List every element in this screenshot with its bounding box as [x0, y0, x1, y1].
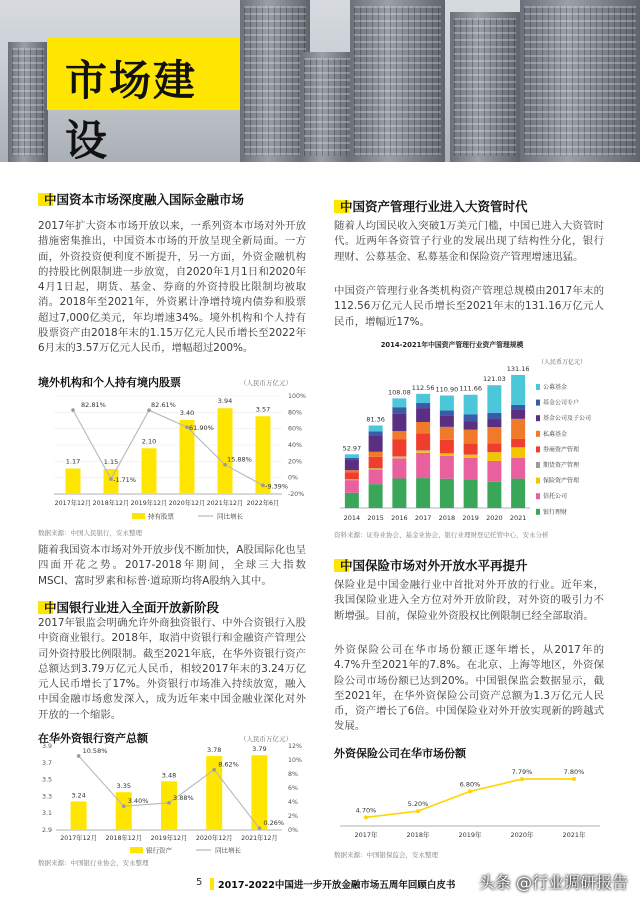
chart4-point [572, 777, 576, 781]
chart3-segment [511, 479, 525, 508]
chart3-segment [416, 408, 430, 422]
chart3-segment [511, 375, 525, 405]
chart2-growth-label: 3.88% [173, 793, 194, 802]
chart3-segment [464, 444, 478, 455]
chart4-x-tick: 2018年 [406, 831, 430, 839]
chart1-bar [142, 448, 157, 494]
chart3-legend-swatch [536, 384, 540, 390]
chart3-total-label: 110.90 [435, 385, 459, 394]
chart4-source: 数据来源：中国银保监会，安永整理 [334, 851, 438, 859]
capital-market-paragraph: 2017年扩大资本市场开放以来，一系列资本市场对外开放措施密集推出，中国资本市场的开放呈现全新局面。一方面，外资投资便利度不断提升，另一方面，外资金融机构的持股比例限制进一步放宽，自2020年1月1日和2020年4月1日起，期货、基金、券商的外资持股比限制均被取消。2018年至2021年，外资累计净增持境内债券和股票超过7,000亿美元，年均增速34%。境外机构和个人持有股票资产由2018年末的1.15万亿元人民币增长至2022年6月末的3.57万亿元人民币，增幅超过200%。 [38, 220, 306, 355]
chart2-bar-label: 3.35 [116, 782, 132, 791]
chart3-legend-swatch [536, 493, 540, 499]
chart3-segment [511, 405, 525, 409]
chart3-segment [369, 484, 383, 508]
chart2-growth-label: 0.26% [263, 819, 285, 828]
chart3-segment [392, 413, 406, 431]
chart3-segment [392, 458, 406, 478]
chart1-legend-bar: 持有股票 [148, 512, 174, 521]
chart2-growth-label: 10.58% [82, 746, 108, 755]
chart4-point [364, 815, 368, 819]
chart3-legend-item: 基金公司专户 [543, 399, 580, 407]
page-number: 5 [196, 877, 203, 888]
chart3-segment [487, 461, 501, 482]
chart1-x-tick: 2021年12月 [206, 500, 244, 507]
chart1-x-tick: 2017年12月 [54, 500, 92, 507]
chart2-growth-point [167, 801, 171, 805]
chart2-x-tick: 2020年12月 [195, 835, 233, 842]
chart1-growth-point [71, 408, 75, 412]
chart2-bar-label: 3.48 [161, 771, 177, 780]
chart2-y2-tick: 8% [288, 771, 298, 778]
chart3-x-tick: 2017 [414, 514, 432, 522]
chart3-segment [345, 458, 359, 460]
chart3-total-label: 111.66 [459, 384, 482, 393]
chart3-segment [511, 409, 525, 419]
chart4-point-label: 5.20% [407, 800, 429, 809]
chart3-segment [487, 482, 501, 508]
chart3-segment [345, 460, 359, 470]
chart3-segment [464, 421, 478, 430]
chart2-title: 在华外资银行资产总额 [38, 732, 148, 745]
chart-asset-management-scale [334, 338, 610, 534]
section-title-insurance: 中国保险市场对外开放水平再提升 [334, 556, 528, 574]
chart3-segment [416, 403, 430, 408]
chart2-source: 数据来源：中国银行业协会，安永整理 [38, 859, 149, 867]
chart3-segment [369, 457, 383, 468]
chart3-segment [345, 470, 359, 472]
page-title-box [47, 38, 240, 162]
chart1-y2-tick: 20% [288, 458, 302, 466]
chart3-segment [392, 456, 406, 457]
chart2-legend-bar-swatch [130, 847, 143, 853]
chart1-bar-label: 3.57 [255, 405, 271, 414]
chart3-segment [464, 479, 478, 508]
chart3-segment [440, 411, 454, 416]
chart4-point [468, 789, 472, 793]
chart2-y2-tick: 0% [288, 827, 298, 834]
chart1-y2-tick: 60% [288, 425, 302, 433]
chart3-legend-item: 公募基金 [543, 384, 568, 391]
chart3-segment [392, 439, 406, 456]
chart3-segment [440, 454, 454, 456]
chart3-legend-swatch [536, 509, 540, 515]
chart1-growth-line [73, 410, 263, 485]
chart3-legend-swatch [536, 446, 540, 452]
chart1-growth-label: -1.71% [113, 476, 136, 485]
chart3-segment [464, 458, 478, 480]
hero-banner [0, 0, 640, 162]
chart2-y-tick: 3.3 [41, 793, 52, 801]
chart2-x-tick: 2019年12月 [150, 835, 188, 842]
chart3-total-label: 108.08 [388, 388, 411, 397]
insurance-paragraph-2: 外资保险公司在华市场份额正逐年增长，从2017年的4.7%升至2021年的7.8%。在北京、上海等地区，外资保险公司市场份额已达到20%。中国银保监会数据显示，截至2021年，在华外资保险公司资产总额为1.3万亿元人民币，资产增长了6倍。中国保险业对外开放实现新的跨越式发展。 [334, 644, 604, 733]
chart1-growth-label: 82.81% [81, 401, 106, 410]
chart4-point [416, 809, 420, 813]
chart2-y2-tick: 4% [288, 799, 298, 806]
footer-accent-bar [210, 878, 214, 890]
chart2-y-tick: 3.1 [41, 810, 52, 818]
chart4-point-label: 6.80% [459, 780, 481, 789]
section-title-capital-market: 中国资本市场深度融入国际金融市场 [38, 190, 244, 208]
chart3-x-tick: 2020 [486, 514, 503, 522]
chart1-x-tick: 2020年12月 [168, 500, 206, 507]
chart1-bar-label: 1.17 [65, 457, 81, 466]
chart3-segment [511, 439, 525, 447]
chart-foreign-stock-holdings [36, 376, 312, 524]
chart4-x-tick: 2017年 [354, 831, 378, 839]
chart2-x-tick: 2017年12月 [60, 835, 97, 842]
chart3-segment [369, 469, 383, 470]
chart3-segment [440, 396, 454, 411]
chart2-bar-label: 3.79 [252, 745, 267, 754]
chart1-y2-tick: 80% [288, 409, 302, 417]
chart1-legend-bar-swatch [132, 513, 145, 519]
chart2-y2-tick: 6% [288, 785, 298, 792]
chart3-segment [440, 479, 454, 508]
chart3-segment [345, 454, 359, 458]
chart1-bar-label: 3.40 [179, 408, 195, 417]
chart1-legend-line: 同比增长 [217, 512, 243, 521]
chart1-source: 数据来源：中国人民银行，安永整理 [38, 529, 142, 537]
page-title: 市场建设 [65, 56, 198, 162]
chart3-segment [440, 427, 454, 440]
chart1-x-tick: 2022年6月 [246, 500, 280, 507]
chart3-source: 资料来源：证券业协会、基金业协会、银行业理财登记托管中心，安永分析 [334, 531, 549, 539]
chart2-growth-point [77, 754, 81, 758]
chart2-x-tick: 2021年12月 [241, 835, 278, 842]
chart3-segment [511, 458, 525, 479]
chart3-total-label: 131.16 [506, 364, 530, 373]
chart2-x-tick: 2018年12月 [105, 835, 143, 842]
chart2-unit: （人民币万亿元） [240, 735, 292, 743]
chart1-y2-tick: 100% [288, 393, 307, 400]
chart3-segment [440, 416, 454, 427]
chart3-x-tick: 2016 [391, 514, 408, 522]
chart3-x-tick: 2015 [367, 514, 384, 522]
chart3-segment [369, 452, 383, 457]
chart1-unit: （人民币万亿元） [240, 379, 292, 387]
chart3-segment [345, 493, 359, 508]
chart4-point [520, 777, 524, 781]
chart3-segment [416, 478, 430, 508]
chart-insurance-market-share [334, 764, 610, 846]
banking-paragraph: 2017年银监会明确允许外商独资银行、中外合资银行入股中资商业银行。2018年，取消中资银行和金融资产管理公司外资持股比例限制。截至2021年底，在华外资银行资产总额达到3.79万亿元人民币，相较2017年末的3.24万亿元人民币增长了17%。外资银行市场准入持续放宽，融入中国金融市场愈发深入，成为近年来中国金融业深化对外开放的一个缩影。 [38, 617, 306, 721]
chart3-segment [392, 431, 406, 439]
chart4-x-tick: 2021年 [562, 831, 586, 839]
chart3-segment [464, 430, 478, 444]
chart4-x-tick: 2019年 [458, 831, 482, 839]
chart3-segment [464, 414, 478, 421]
chart3-segment [487, 385, 501, 413]
chart3-segment [487, 419, 501, 427]
chart1-y2-tick: 0% [288, 474, 298, 482]
chart3-unit: （人民币万亿元） [537, 359, 587, 366]
chart2-y-tick: 3.5 [41, 776, 52, 784]
asset-mgmt-paragraph-1: 随着人均国民收入突破1万美元门槛，中国已进入大资管时代。近两年各资管子行业的发展出现了结构性分化，银行理财、公募基金、私募基金和保险资产管理增速迅猛。 [334, 220, 604, 263]
chart3-legend-item: 银行理财 [543, 508, 568, 516]
chart2-growth-point [212, 768, 216, 772]
chart2-y2-tick: 2% [288, 813, 298, 820]
chart4-point-label: 7.79% [511, 768, 533, 777]
chart3-segment [416, 433, 430, 450]
chart3-segment [369, 425, 383, 431]
chart1-growth-label: 61.90% [189, 424, 214, 433]
chart1-y2-tick: 40% [288, 442, 302, 449]
chart2-y2-tick: 10% [288, 757, 302, 764]
chart1-title: 境外机构和个人持有境内股票 [38, 376, 181, 389]
chart3-segment [345, 480, 359, 493]
chart1-growth-label: -9.39% [265, 482, 288, 491]
chart3-title: 2014-2021年中国资产管理行业资产管理规模 [380, 341, 524, 349]
chart3-legend-item: 券商资产管理 [543, 446, 580, 454]
chart1-bar-label: 2.10 [141, 437, 157, 446]
chart3-total-label: 52.97 [342, 444, 362, 453]
chart2-growth-label: 8.62% [218, 760, 239, 769]
section-title-asset-mgmt: 中国资产管理行业进入大资管时代 [334, 197, 528, 215]
chart3-segment [416, 451, 430, 453]
chart1-x-tick: 2018年12月 [92, 500, 130, 507]
chart3-total-label: 112.56 [411, 383, 435, 392]
chart3-segment [369, 432, 383, 436]
chart3-total-label: 81.36 [366, 415, 385, 424]
chart3-x-tick: 2021 [509, 514, 527, 522]
chart3-segment [487, 427, 501, 443]
chart3-total-label: 121.03 [483, 375, 506, 384]
chart2-y2-tick: 12% [288, 743, 302, 750]
chart3-legend-swatch [536, 400, 540, 406]
chart3-x-tick: 2019 [462, 514, 479, 522]
chart2-growth-point [258, 826, 262, 830]
chart3-legend-swatch [536, 462, 540, 468]
watermark: 头条 @行业调研报告 [478, 873, 628, 892]
chart3-segment [416, 422, 430, 433]
chart2-y-tick: 3.9 [41, 743, 52, 750]
chart1-bar-label: 3.94 [217, 397, 233, 406]
chart2-growth-label: 3.40% [127, 797, 149, 806]
chart3-legend-swatch [536, 478, 540, 484]
chart3-legend-item: 基金公司及子公司 [543, 415, 592, 423]
chart3-segment [345, 480, 359, 481]
chart2-growth-point [122, 804, 126, 808]
chart4-point-label: 7.80% [563, 767, 585, 776]
chart1-y2-tick: -20% [288, 491, 305, 498]
chart2-y-tick: 2.9 [41, 827, 52, 834]
chart3-segment [440, 456, 454, 479]
chart3-segment [392, 407, 406, 413]
chart3-segment [511, 419, 525, 439]
chart3-segment [416, 394, 430, 403]
chart3-legend-item: 私募基金 [543, 430, 568, 438]
a-share-paragraph: 随着我国资本市场对外开放步伐不断加快，A股国际化也呈四面开花之势。2017-2018年期间，全球三大指数MSCI、富时罗素和标普·道琼斯均将A股纳入其中。 [38, 544, 306, 587]
chart1-bar [66, 469, 81, 494]
chart3-segment [369, 470, 383, 485]
chart2-bar-label: 3.24 [71, 791, 86, 800]
footer-title: 2017-2022中国进一步开放金融市场五周年回顾白皮书 [218, 880, 456, 891]
chart4-x-tick: 2020年 [510, 831, 534, 839]
chart3-segment [440, 440, 454, 454]
chart3-x-tick: 2018 [438, 514, 456, 522]
asset-mgmt-paragraph-2: 中国资产管理行业各类机构资产管理总规模由2017年末的112.56万亿元人民币增长至2021年末的131.16万亿元人民币，增幅近17%。 [334, 285, 604, 328]
chart3-segment [464, 455, 478, 458]
chart2-legend-line: 同比增长 [215, 846, 241, 855]
chart3-legend-swatch [536, 415, 540, 421]
chart2-bar [71, 801, 87, 830]
chart3-segment [487, 413, 501, 419]
chart1-bar-label: 1.15 [103, 457, 119, 466]
chart1-bar [218, 408, 233, 494]
chart3-segment [392, 478, 406, 508]
chart3-segment [464, 395, 478, 415]
chart3-legend-item: 保险资产管理 [543, 477, 580, 485]
chart2-bar-label: 3.78 [206, 746, 222, 755]
insurance-paragraph-1: 保险业是中国金融行业中首批对外开放的行业。近年来，我国保险业进入全方位对外开放阶段，对外资的吸引力不断增强。目前，保险业外资股权比例限制已经全部取消。 [334, 579, 604, 622]
chart4-title: 外资保险公司在华市场份额 [334, 747, 466, 760]
chart3-segment [369, 436, 383, 452]
chart3-segment [511, 448, 525, 458]
chart4-point-label: 4.70% [355, 806, 377, 815]
chart3-segment [487, 443, 501, 452]
chart3-legend-swatch [536, 431, 540, 437]
chart3-segment [345, 472, 359, 479]
chart2-y-tick: 3.7 [41, 759, 52, 767]
chart3-segment [487, 452, 501, 461]
chart3-segment [392, 457, 406, 459]
chart-foreign-bank-assets [36, 732, 312, 858]
chart3-segment [369, 468, 383, 469]
section-title-banking: 中国银行业进入全面开放新阶段 [38, 598, 219, 616]
chart1-growth-label: 15.88% [227, 455, 252, 464]
chart3-segment [416, 453, 430, 478]
chart3-legend-item: 期货资产管理 [543, 462, 580, 469]
chart1-x-tick: 2019年12月 [130, 500, 168, 507]
chart3-segment [392, 398, 406, 407]
chart1-growth-label: 82.61% [151, 401, 176, 410]
chart2-legend-bar: 银行资产 [146, 846, 172, 855]
chart2-bar [161, 781, 177, 830]
chart3-x-tick: 2014 [343, 514, 361, 522]
chart3-legend-item: 信托公司 [543, 493, 568, 501]
